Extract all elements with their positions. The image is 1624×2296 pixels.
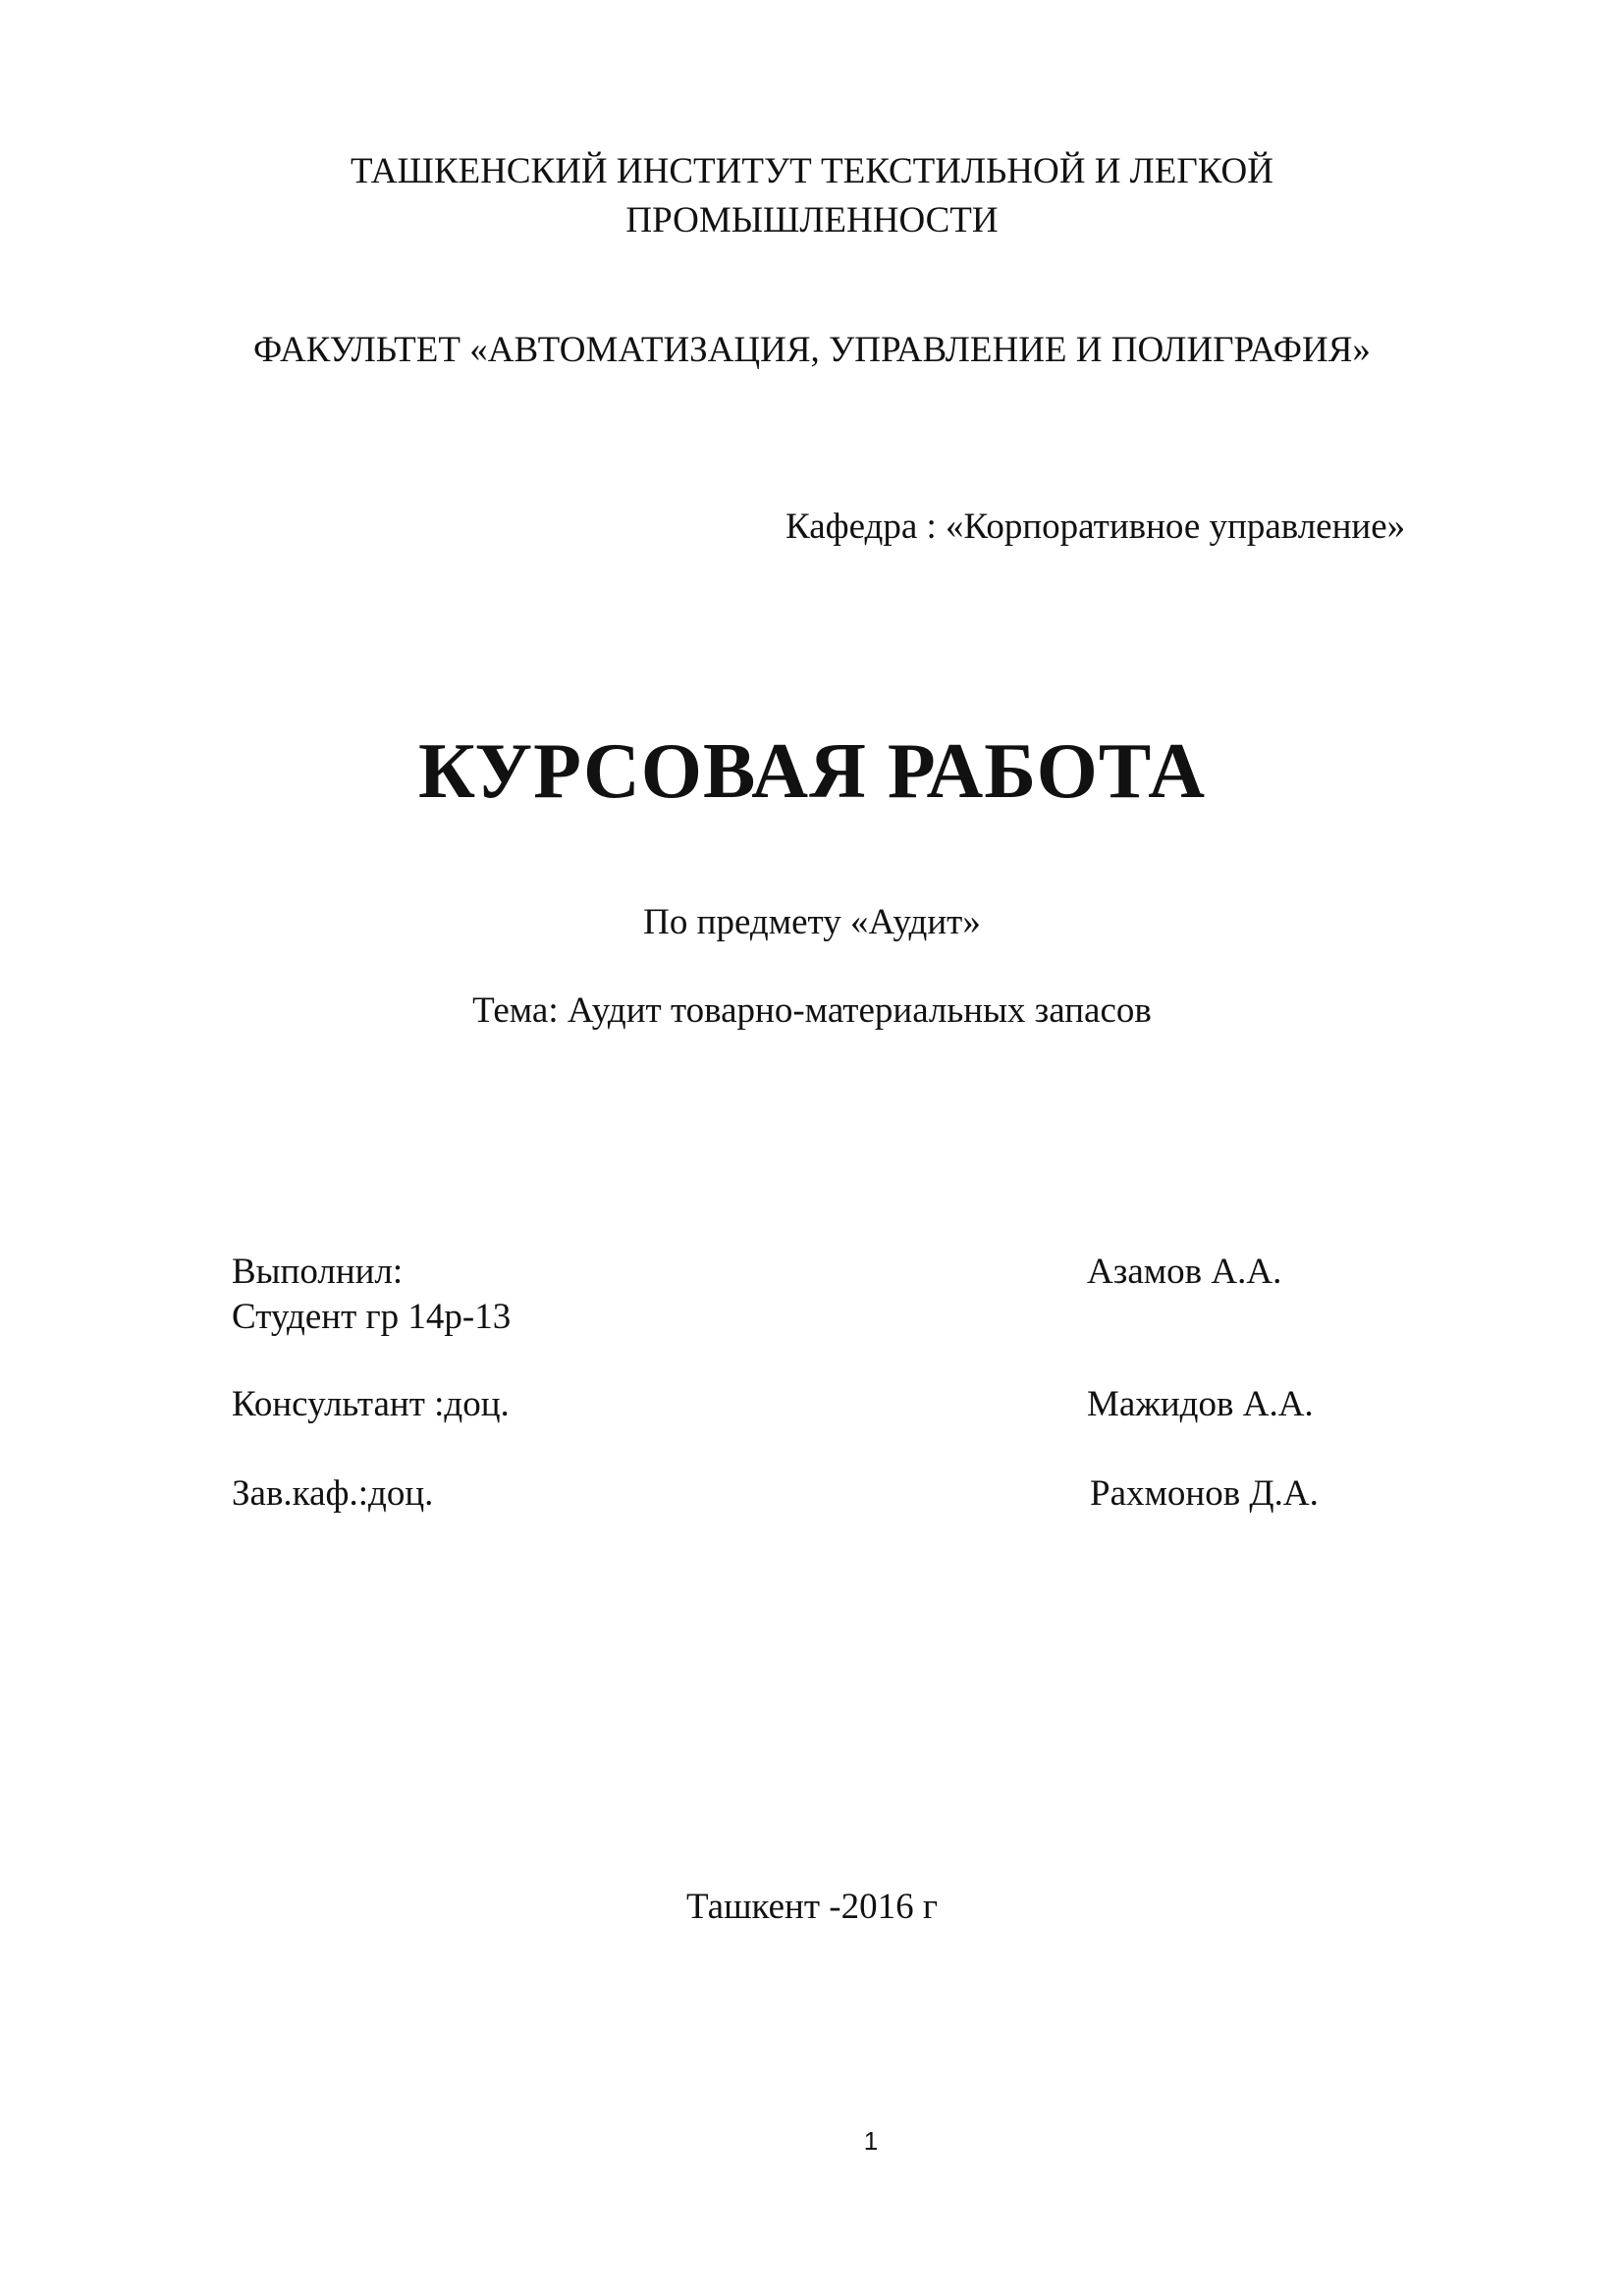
subject-line: По предмету «Аудит»	[643, 902, 981, 942]
consultant-name: Мажидов А.А.	[1087, 1384, 1314, 1424]
page-number: 1	[863, 2126, 879, 2156]
consultant-label: Консультант :доц.	[232, 1384, 510, 1424]
institute-name-line-1: ТАШКЕНСКИЙ ИНСТИТУТ ТЕКСТИЛЬНОЙ И ЛЕГКОЙ	[351, 151, 1273, 191]
topic-line: Тема: Аудит товарно-материальных запасов	[472, 990, 1152, 1031]
faculty-name: ФАКУЛЬТЕТ «АВТОМАТИЗАЦИЯ, УПРАВЛЕНИЕ И ПОЛИГРАФИЯ»	[253, 330, 1371, 370]
institute-name	[0, 147, 1624, 245]
department-name: Кафедра : «Корпоративное управление»	[785, 507, 1406, 547]
department-head-label: Зав.каф.:доц.	[232, 1473, 434, 1514]
institute-name-line-2: ПРОМЫШЛЕННОСТИ	[625, 200, 999, 240]
student-name: Азамов А.А.	[1087, 1252, 1282, 1292]
city-year: Ташкент -2016 г	[685, 1887, 939, 1927]
department-head-name: Рахмонов Д.А.	[1090, 1473, 1319, 1514]
performed-by-label: Выполнил:	[232, 1252, 404, 1292]
document-title: КУРСОВАЯ РАБОТА	[418, 728, 1206, 815]
student-group-label: Студент гр 14р-13	[232, 1297, 512, 1337]
